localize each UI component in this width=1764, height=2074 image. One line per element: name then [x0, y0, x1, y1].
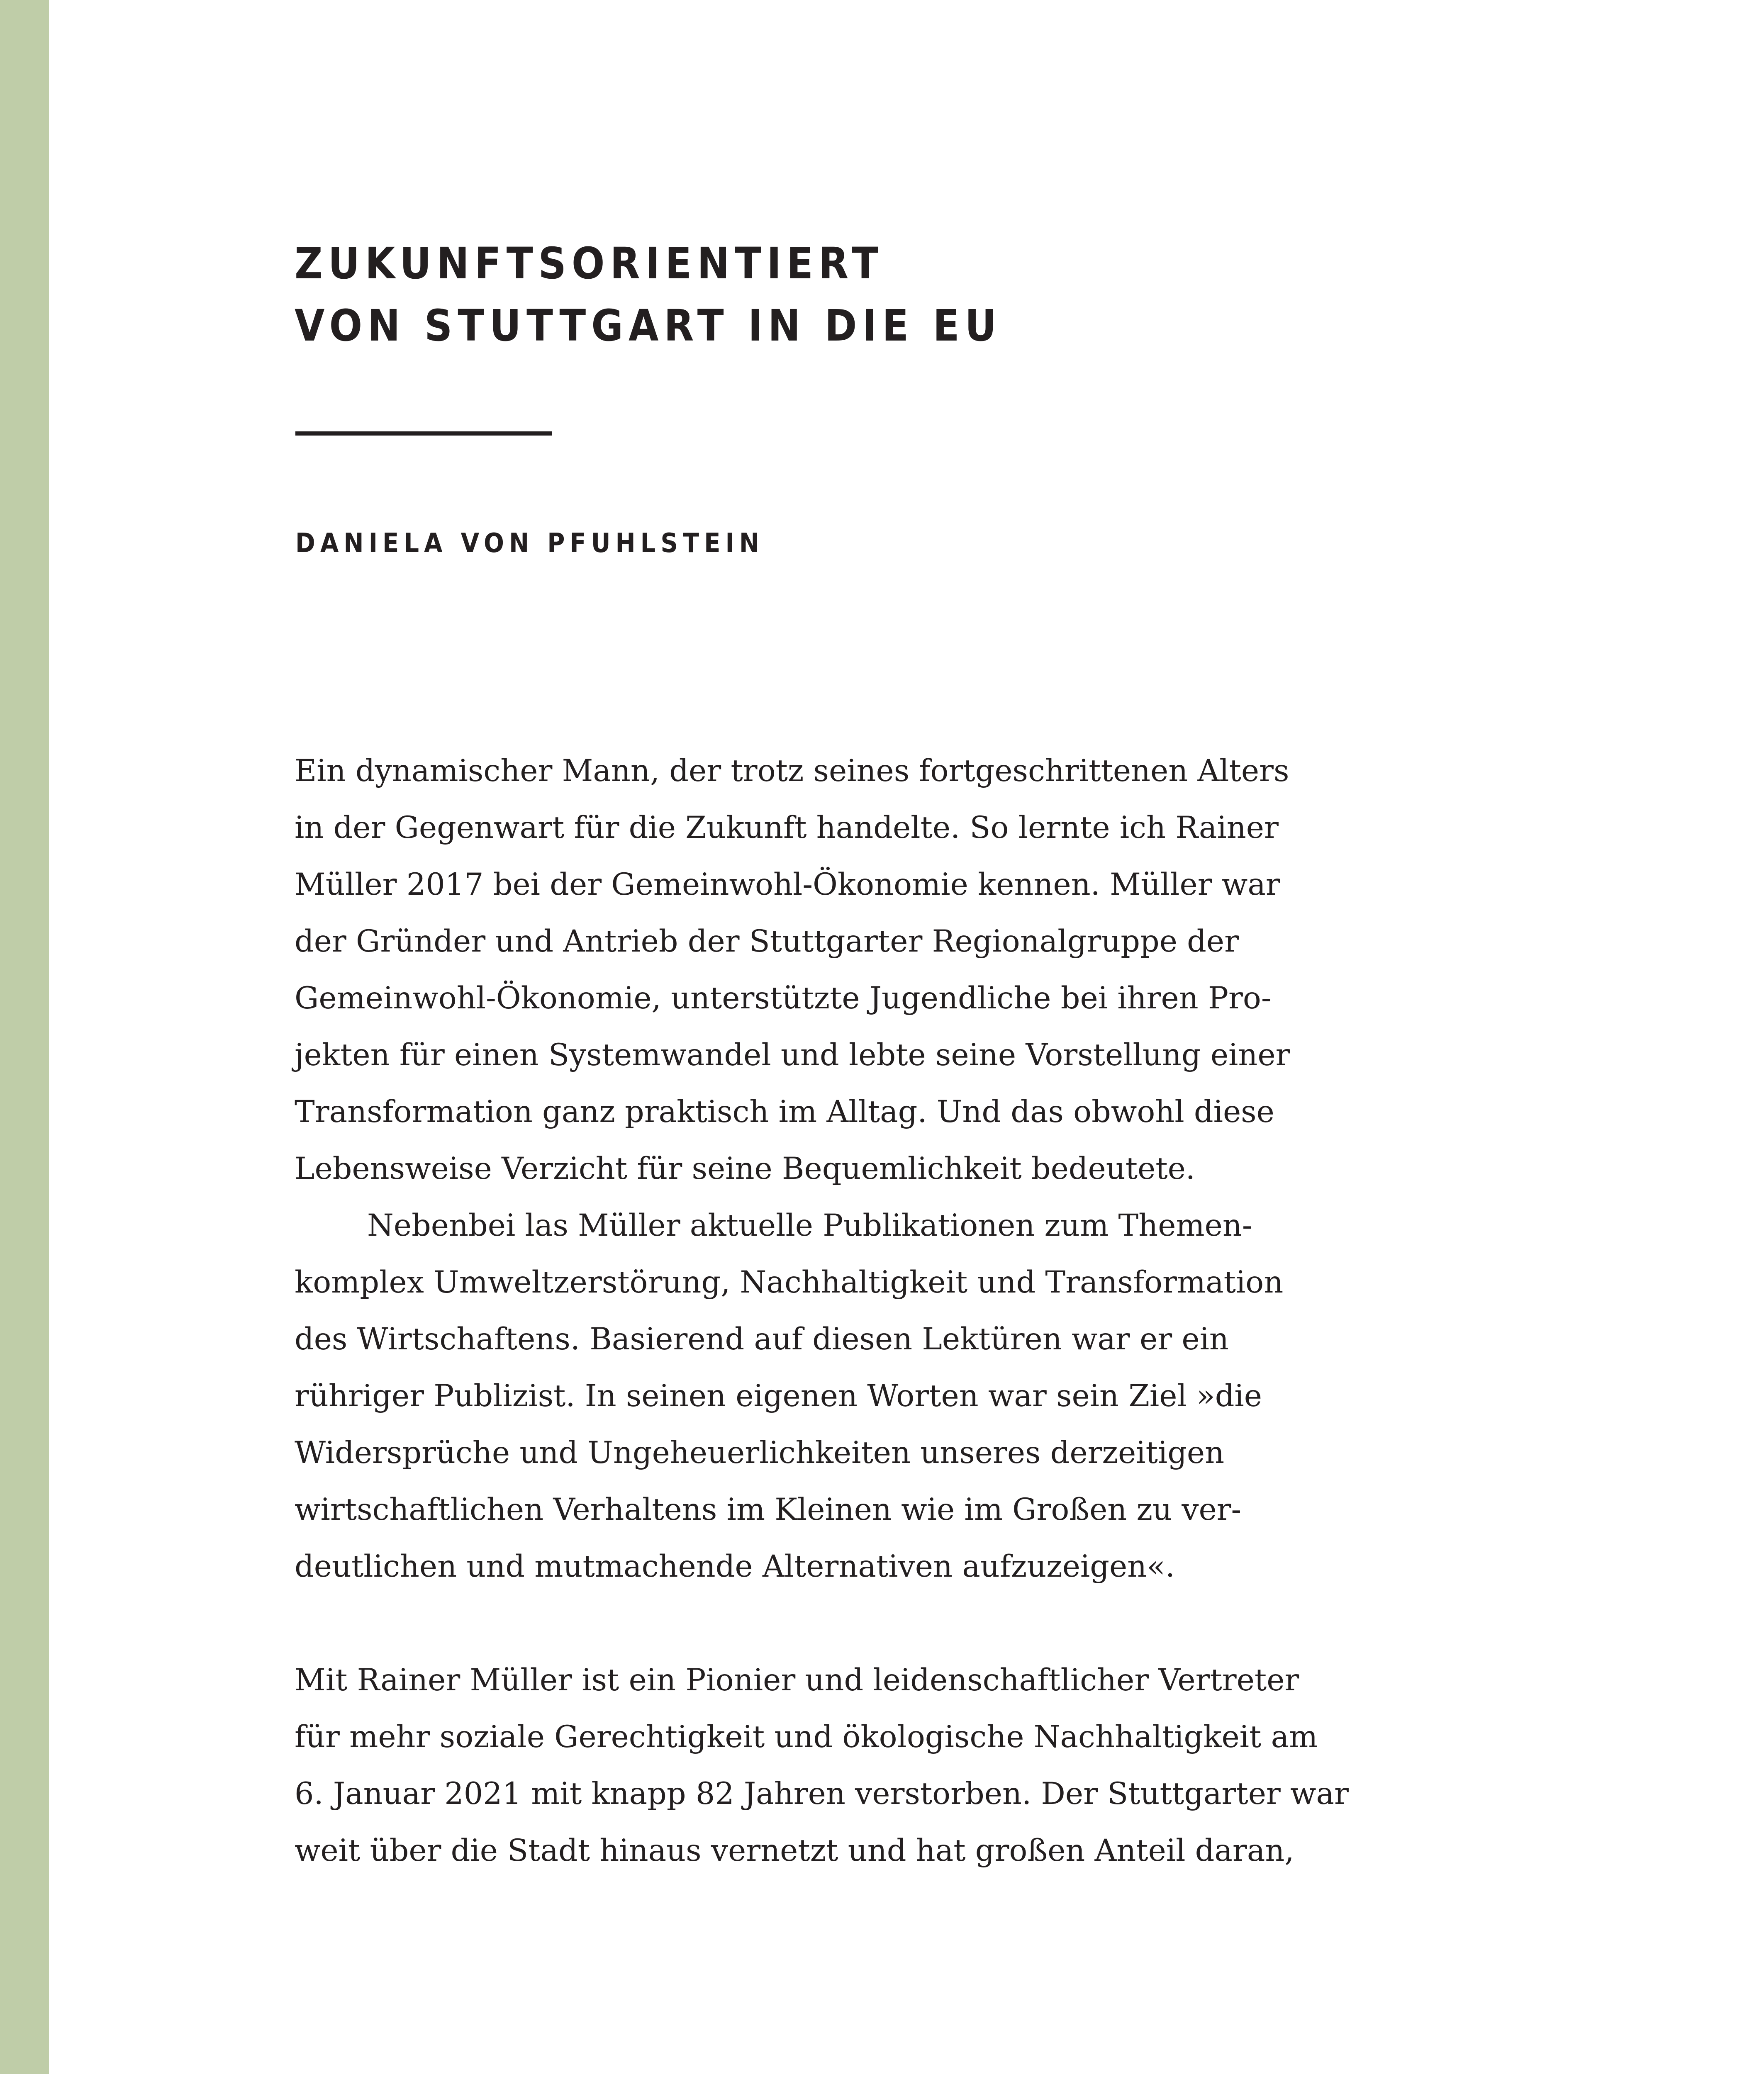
text-line: Mit Rainer Müller ist ein Pionier und leidenschaftlicher Vertreter: [295, 1663, 1299, 1698]
text-line: wirtschaftlichen Verhaltens im Kleinen wie im Großen zu ver-: [295, 1492, 1242, 1527]
paragraph-1: [295, 742, 1415, 1197]
text-line: des Wirtschaftens. Basierend auf diesen Lektüren war er ein: [295, 1322, 1229, 1357]
paragraph-3: [295, 1652, 1415, 1879]
text-line: Nebenbei las Müller aktuelle Publikationen zum Themen-: [367, 1208, 1252, 1243]
text-line: Müller 2017 bei der Gemeinwohl-Ökonomie kennen. Müller war: [295, 867, 1280, 902]
text-line: 6. Januar 2021 mit knapp 82 Jahren verstorben. Der Stuttgarter war: [295, 1776, 1349, 1811]
chapter-title-line-2: VON STUTTGART IN DIE EU: [295, 300, 1002, 351]
text-line: Lebensweise Verzicht für seine Bequemlichkeit bedeutete.: [295, 1151, 1196, 1186]
text-line: Widersprüche und Ungeheuerlichkeiten unseres derzeitigen: [295, 1435, 1225, 1470]
chapter-title-line-1: ZUKUNFTSORIENTIERT: [295, 238, 884, 289]
text-line: in der Gegenwart für die Zukunft handelte. So lernte ich Rainer: [295, 810, 1279, 845]
section-break: [295, 1595, 1415, 1652]
author-name: DANIELA VON PFUHLSTEIN: [295, 528, 765, 559]
text-line: Transformation ganz praktisch im Alltag. Und das obwohl diese: [295, 1094, 1274, 1130]
text-line: weit über die Stadt hinaus vernetzt und hat großen Anteil daran,: [295, 1833, 1294, 1868]
text-line: für mehr soziale Gerechtigkeit und ökologische Nachhaltigkeit am: [295, 1719, 1318, 1755]
article-body: [295, 742, 1415, 1879]
text-line: jekten für einen Systemwandel und lebte seine Vorstellung einer: [295, 1037, 1290, 1073]
text-line: Ein dynamischer Mann, der trotz seines fortgeschrittenen Alters: [295, 753, 1289, 789]
side-color-stripe: [0, 0, 49, 2074]
text-line: deutlichen und mutmachende Alternativen aufzuzeigen«.: [295, 1549, 1175, 1584]
paragraph-2: [295, 1197, 1415, 1595]
text-line: rühriger Publizist. In seinen eigenen Worten war sein Ziel »die: [295, 1378, 1262, 1414]
chapter-title: [295, 232, 1002, 357]
text-line: der Gründer und Antrieb der Stuttgarter Regionalgruppe der: [295, 924, 1239, 959]
text-line: komplex Umweltzerstörung, Nachhaltigkeit und Transformation: [295, 1265, 1284, 1300]
title-divider: [295, 431, 552, 436]
text-line: Gemeinwohl-Ökonomie, unterstützte Jugendliche bei ihren Pro-: [295, 981, 1272, 1016]
